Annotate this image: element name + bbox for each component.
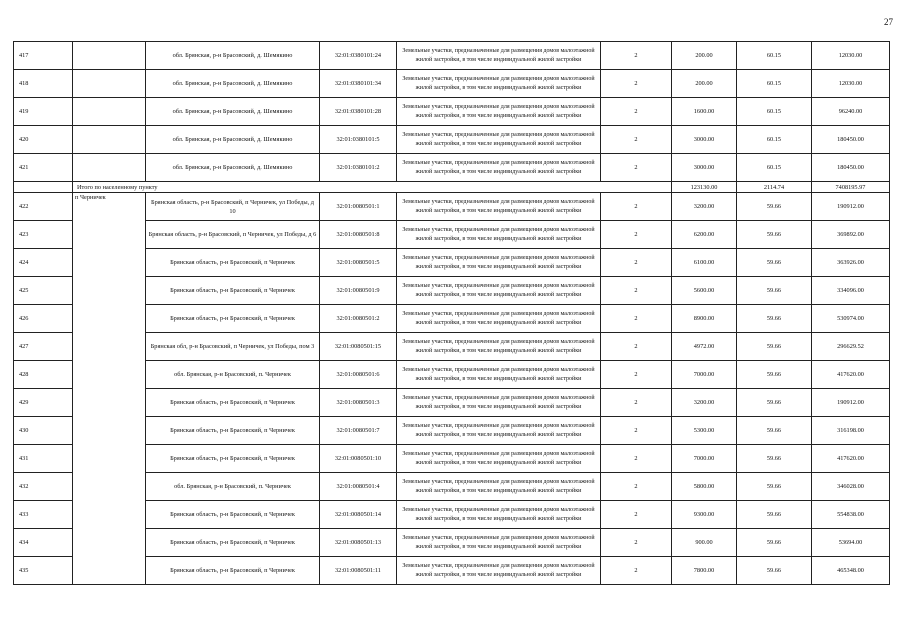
cadastral-value-cell: 296629.52	[812, 333, 890, 361]
group-cell: 2	[601, 361, 672, 389]
area-cell: 7800.00	[672, 557, 737, 585]
row-number-cell: 420	[14, 126, 73, 154]
table-row	[14, 529, 890, 557]
rate-cell: 59.66	[737, 417, 812, 445]
cadastral-value-cell: 12030.00	[812, 42, 890, 70]
group-cell: 2	[601, 126, 672, 154]
address-cell: обл. Брянская, р-н Брасовский, д. Шемякино	[146, 154, 320, 182]
table-row	[14, 445, 890, 473]
rate-cell: 60.15	[737, 154, 812, 182]
area-cell: 200.00	[672, 42, 737, 70]
row-number-cell: 426	[14, 305, 73, 333]
settlement-name-cell: п Черничек	[73, 193, 146, 585]
address-cell: обл. Брянская, р-н Брасовский, д. Шемякино	[146, 98, 320, 126]
group-cell: 2	[601, 389, 672, 417]
address-cell: Брянская область, р-н Брасовский, п Черничек	[146, 389, 320, 417]
land-use-cell: Земельные участки, предназначенные для размещения домов малоэтажной жилой застройки, в том числе индивидуальной жилой застройки	[397, 333, 601, 361]
group-cell: 2	[601, 445, 672, 473]
row-number-cell: 417	[14, 42, 73, 70]
rate-cell: 60.15	[737, 126, 812, 154]
land-use-cell: Земельные участки, предназначенные для размещения домов малоэтажной жилой застройки, в том числе индивидуальной жилой застройки	[397, 249, 601, 277]
group-cell: 2	[601, 193, 672, 221]
area-cell: 9300.00	[672, 501, 737, 529]
land-use-cell: Земельные участки, предназначенные для размещения домов малоэтажной жилой застройки, в том числе индивидуальной жилой застройки	[397, 361, 601, 389]
area-cell: 7000.00	[672, 361, 737, 389]
cadastral-number-cell: 32:01:0080501:3	[320, 389, 397, 417]
rate-cell: 59.66	[737, 221, 812, 249]
row-number-cell: 419	[14, 98, 73, 126]
cadastral-number-cell: 32:01:0380101:2	[320, 154, 397, 182]
group-cell: 2	[601, 277, 672, 305]
settlement-cell	[73, 98, 146, 126]
cadastral-value-cell: 12030.00	[812, 70, 890, 98]
group-cell: 2	[601, 154, 672, 182]
cadastral-value-cell: 96240.00	[812, 98, 890, 126]
cadastral-value-cell: 316198.00	[812, 417, 890, 445]
cadastral-number-cell: 32:01:0080501:2	[320, 305, 397, 333]
row-number-cell: 418	[14, 70, 73, 98]
address-cell: обл. Брянская, р-н Брасовский, п. Черничек	[146, 361, 320, 389]
group-cell: 2	[601, 417, 672, 445]
address-cell: Брянская область, р-н Брасовский, п Черничек, ул Победы, д 6	[146, 221, 320, 249]
area-cell: 5600.00	[672, 277, 737, 305]
group-cell: 2	[601, 249, 672, 277]
table-row	[14, 417, 890, 445]
area-cell: 6200.00	[672, 221, 737, 249]
cadastral-value-cell: 334096.00	[812, 277, 890, 305]
table-row	[14, 249, 890, 277]
area-cell: 3000.00	[672, 126, 737, 154]
address-cell: обл. Брянская, р-н Брасовский, д. Шемякино	[146, 42, 320, 70]
cadastral-value-cell: 180450.00	[812, 154, 890, 182]
cadastral-number-cell: 32:01:0080501:9	[320, 277, 397, 305]
row-number-cell: 429	[14, 389, 73, 417]
subtotal-spacer	[14, 182, 73, 193]
cadastral-number-cell: 32:01:0080501:15	[320, 333, 397, 361]
subtotal-rate: 2114.74	[737, 182, 812, 193]
area-cell: 3200.00	[672, 389, 737, 417]
settlement-cell	[73, 70, 146, 98]
address-cell: Брянская область, р-н Брасовский, п Черничек	[146, 249, 320, 277]
rate-cell: 59.66	[737, 193, 812, 221]
settlement-cell	[73, 126, 146, 154]
cadastral-value-cell: 180450.00	[812, 126, 890, 154]
area-cell: 3000.00	[672, 154, 737, 182]
subtotal-value: 7408195.97	[812, 182, 890, 193]
land-use-cell: Земельные участки, предназначенные для размещения домов малоэтажной жилой застройки, в том числе индивидуальной жилой застройки	[397, 126, 601, 154]
subtotal-label: Итого по населенному пункту	[73, 182, 672, 193]
table-row	[14, 277, 890, 305]
row-number-cell: 431	[14, 445, 73, 473]
land-use-cell: Земельные участки, предназначенные для размещения домов малоэтажной жилой застройки, в том числе индивидуальной жилой застройки	[397, 98, 601, 126]
cadastral-number-cell: 32:01:0380101:28	[320, 98, 397, 126]
rate-cell: 59.66	[737, 557, 812, 585]
rate-cell: 59.66	[737, 389, 812, 417]
area-cell: 900.00	[672, 529, 737, 557]
land-use-cell: Земельные участки, предназначенные для размещения домов малоэтажной жилой застройки, в том числе индивидуальной жилой застройки	[397, 193, 601, 221]
land-use-cell: Земельные участки, предназначенные для размещения домов малоэтажной жилой застройки, в том числе индивидуальной жилой застройки	[397, 277, 601, 305]
address-cell: Брянская область, р-н Брасовский, п Черничек	[146, 417, 320, 445]
cadastral-number-cell: 32:01:0080501:14	[320, 501, 397, 529]
cadastral-number-cell: 32:01:0080501:8	[320, 221, 397, 249]
area-cell: 8900.00	[672, 305, 737, 333]
table-row	[14, 126, 890, 154]
address-cell: обл. Брянская, р-н Брасовский, п. Черничек	[146, 473, 320, 501]
cadastral-number-cell: 32:01:0080501:4	[320, 473, 397, 501]
area-cell: 7000.00	[672, 445, 737, 473]
cadastral-number-cell: 32:01:0080501:7	[320, 417, 397, 445]
cadastral-value-cell: 554838.00	[812, 501, 890, 529]
cadastral-value-cell: 417620.00	[812, 361, 890, 389]
row-number-cell: 423	[14, 221, 73, 249]
cadastral-number-cell: 32:01:0080501:10	[320, 445, 397, 473]
row-number-cell: 434	[14, 529, 73, 557]
subtotal-row	[14, 182, 890, 193]
address-cell: Брянская область, р-н Брасовский, п Черничек, ул Победы, д 10	[146, 193, 320, 221]
cadastral-number-cell: 32:01:0380101:24	[320, 42, 397, 70]
table-row	[14, 557, 890, 585]
table-row	[14, 473, 890, 501]
table-row	[14, 42, 890, 70]
land-plots-table	[13, 41, 890, 585]
cadastral-number-cell: 32:01:0080501:1	[320, 193, 397, 221]
area-cell: 200.00	[672, 70, 737, 98]
cadastral-value-cell: 465348.00	[812, 557, 890, 585]
group-cell: 2	[601, 333, 672, 361]
rate-cell: 59.66	[737, 361, 812, 389]
land-use-cell: Земельные участки, предназначенные для размещения домов малоэтажной жилой застройки, в том числе индивидуальной жилой застройки	[397, 70, 601, 98]
cadastral-number-cell: 32:01:0380101:34	[320, 70, 397, 98]
group-cell: 2	[601, 42, 672, 70]
rate-cell: 60.15	[737, 98, 812, 126]
land-use-cell: Земельные участки, предназначенные для размещения домов малоэтажной жилой застройки, в том числе индивидуальной жилой застройки	[397, 42, 601, 70]
group-cell: 2	[601, 221, 672, 249]
table-body	[14, 42, 890, 585]
group-cell: 2	[601, 529, 672, 557]
rate-cell: 60.15	[737, 42, 812, 70]
row-number-cell: 425	[14, 277, 73, 305]
address-cell: обл. Брянская, р-н Брасовский, д. Шемякино	[146, 126, 320, 154]
cadastral-number-cell: 32:01:0080501:6	[320, 361, 397, 389]
table-row	[14, 389, 890, 417]
rate-cell: 59.66	[737, 473, 812, 501]
area-cell: 3200.00	[672, 193, 737, 221]
rate-cell: 59.66	[737, 529, 812, 557]
land-use-cell: Земельные участки, предназначенные для размещения домов малоэтажной жилой застройки, в том числе индивидуальной жилой застройки	[397, 305, 601, 333]
group-cell: 2	[601, 501, 672, 529]
row-number-cell: 432	[14, 473, 73, 501]
table-row	[14, 70, 890, 98]
table-row	[14, 361, 890, 389]
table-row	[14, 501, 890, 529]
cadastral-value-cell: 530974.00	[812, 305, 890, 333]
cadastral-number-cell: 32:01:0080501:13	[320, 529, 397, 557]
area-cell: 6100.00	[672, 249, 737, 277]
settlement-cell	[73, 154, 146, 182]
cadastral-value-cell: 369892.00	[812, 221, 890, 249]
table-row	[14, 221, 890, 249]
rate-cell: 59.66	[737, 249, 812, 277]
rate-cell: 59.66	[737, 333, 812, 361]
land-use-cell: Земельные участки, предназначенные для размещения домов малоэтажной жилой застройки, в том числе индивидуальной жилой застройки	[397, 529, 601, 557]
area-cell: 1600.00	[672, 98, 737, 126]
group-cell: 2	[601, 473, 672, 501]
area-cell: 5800.00	[672, 473, 737, 501]
row-number-cell: 422	[14, 193, 73, 221]
cadastral-number-cell: 32:01:0080501:5	[320, 249, 397, 277]
row-number-cell: 424	[14, 249, 73, 277]
cadastral-value-cell: 363926.00	[812, 249, 890, 277]
address-cell: Брянская область, р-н Брасовский, п Черничек	[146, 277, 320, 305]
land-use-cell: Земельные участки, предназначенные для размещения домов малоэтажной жилой застройки, в том числе индивидуальной жилой застройки	[397, 557, 601, 585]
table-row	[14, 333, 890, 361]
page-number: 27	[884, 17, 893, 27]
rate-cell: 59.66	[737, 277, 812, 305]
address-cell: обл. Брянская, р-н Брасовский, д. Шемякино	[146, 70, 320, 98]
cadastral-value-cell: 190912.00	[812, 389, 890, 417]
address-cell: Брянская область, р-н Брасовский, п Черничек	[146, 501, 320, 529]
row-number-cell: 433	[14, 501, 73, 529]
row-number-cell: 430	[14, 417, 73, 445]
group-cell: 2	[601, 70, 672, 98]
land-use-cell: Земельные участки, предназначенные для размещения домов малоэтажной жилой застройки, в том числе индивидуальной жилой застройки	[397, 221, 601, 249]
rate-cell: 59.66	[737, 501, 812, 529]
address-cell: Брянская область, р-н Брасовский, п Черничек	[146, 557, 320, 585]
row-number-cell: 421	[14, 154, 73, 182]
row-number-cell: 428	[14, 361, 73, 389]
subtotal-area: 123130.00	[672, 182, 737, 193]
group-cell: 2	[601, 557, 672, 585]
table-row	[14, 305, 890, 333]
group-cell: 2	[601, 98, 672, 126]
address-cell: Брянская область, р-н Брасовский, п Черничек	[146, 305, 320, 333]
cadastral-value-cell: 346028.00	[812, 473, 890, 501]
land-use-cell: Земельные участки, предназначенные для размещения домов малоэтажной жилой застройки, в том числе индивидуальной жилой застройки	[397, 417, 601, 445]
land-use-cell: Земельные участки, предназначенные для размещения домов малоэтажной жилой застройки, в том числе индивидуальной жилой застройки	[397, 389, 601, 417]
address-cell: Брянская область, р-н Брасовский, п Черничек	[146, 445, 320, 473]
table-row	[14, 193, 890, 221]
row-number-cell: 435	[14, 557, 73, 585]
land-use-cell: Земельные участки, предназначенные для размещения домов малоэтажной жилой застройки, в том числе индивидуальной жилой застройки	[397, 473, 601, 501]
cadastral-number-cell: 32:01:0080501:11	[320, 557, 397, 585]
cadastral-number-cell: 32:01:0380101:5	[320, 126, 397, 154]
table-row	[14, 98, 890, 126]
settlement-cell	[73, 42, 146, 70]
rate-cell: 60.15	[737, 70, 812, 98]
land-use-cell: Земельные участки, предназначенные для размещения домов малоэтажной жилой застройки, в том числе индивидуальной жилой застройки	[397, 445, 601, 473]
cadastral-value-cell: 417620.00	[812, 445, 890, 473]
cadastral-value-cell: 190912.00	[812, 193, 890, 221]
area-cell: 5300.00	[672, 417, 737, 445]
land-use-cell: Земельные участки, предназначенные для размещения домов малоэтажной жилой застройки, в том числе индивидуальной жилой застройки	[397, 154, 601, 182]
cadastral-value-cell: 53694.00	[812, 529, 890, 557]
address-cell: Брянская обл, р-н Брасовский, п Черничек, ул Победы, пом 3	[146, 333, 320, 361]
land-use-cell: Земельные участки, предназначенные для размещения домов малоэтажной жилой застройки, в том числе индивидуальной жилой застройки	[397, 501, 601, 529]
area-cell: 4972.00	[672, 333, 737, 361]
rate-cell: 59.66	[737, 445, 812, 473]
address-cell: Брянская область, р-н Брасовский, п Черничек	[146, 529, 320, 557]
row-number-cell: 427	[14, 333, 73, 361]
table-row	[14, 154, 890, 182]
group-cell: 2	[601, 305, 672, 333]
rate-cell: 59.66	[737, 305, 812, 333]
